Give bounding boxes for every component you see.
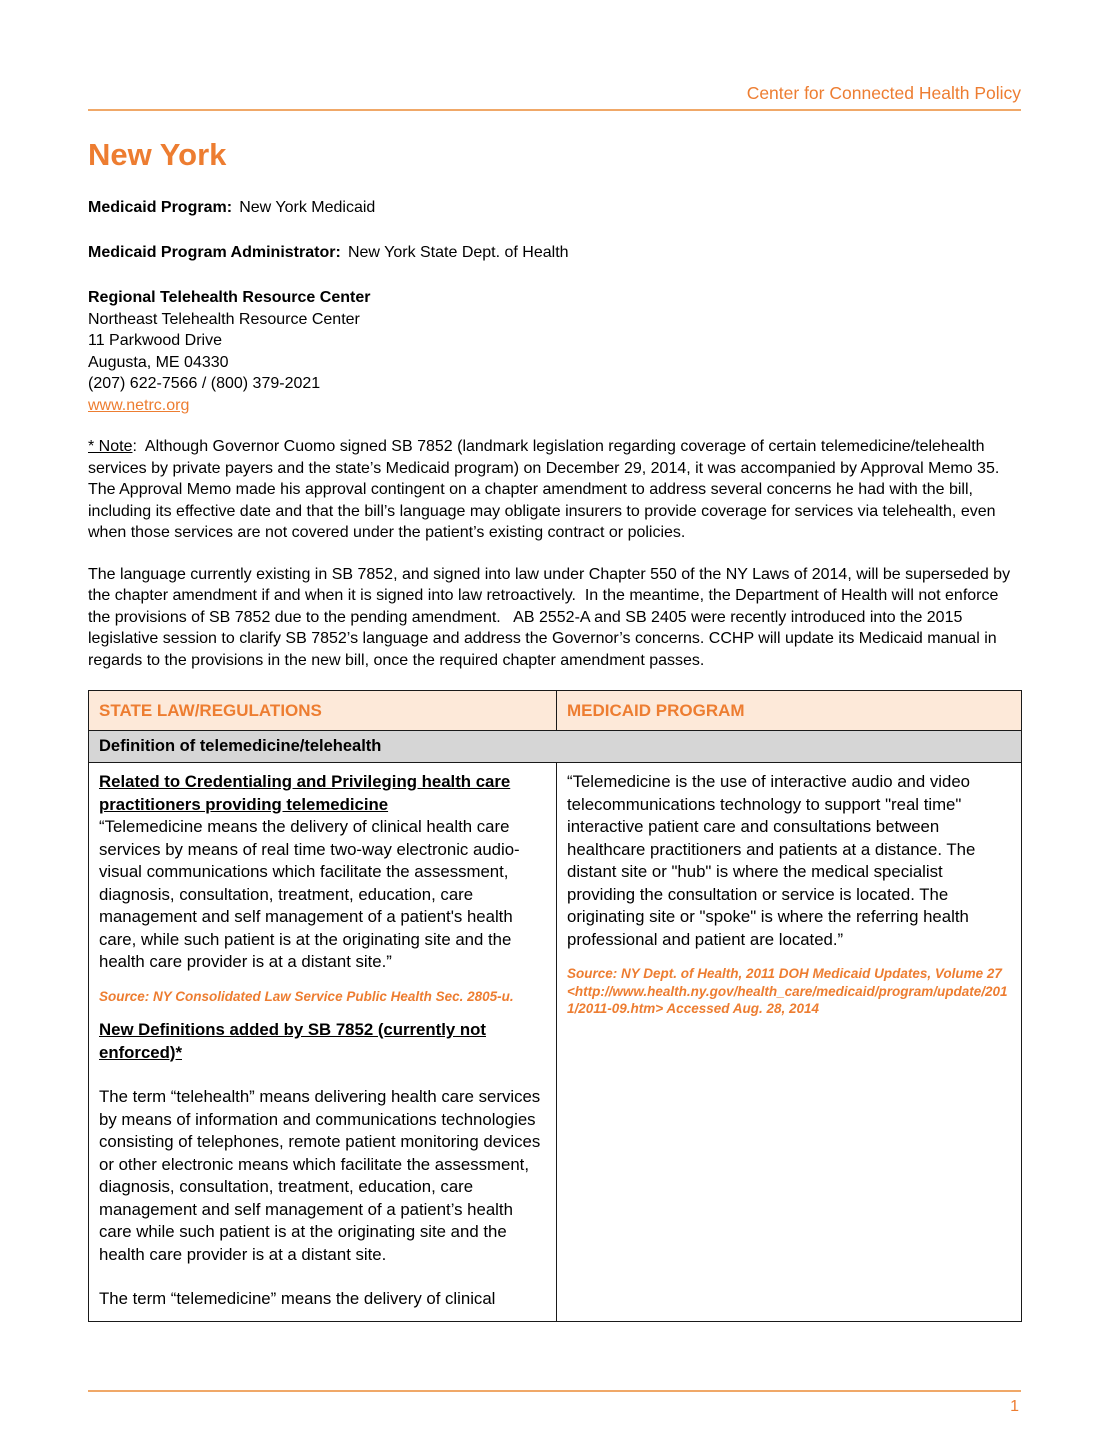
page-header (88, 82, 1021, 111)
page-title: New York (88, 137, 227, 172)
state-law-cell (89, 763, 557, 1322)
resource-center-street: 11 Parkwood Drive (88, 332, 222, 349)
telemedicine-definition-partial: The term “telemedicine” means the delivery of clinical (99, 1289, 496, 1308)
note-paragraph (88, 436, 1021, 544)
telehealth-definition: The term “telehealth” means delivering health care services by means of information and communications technologies consisting of telephones, remote patient monitoring devices or other electronic means which facilitate the assessment, diagnosis, consultation, treatment, education, care management and self management of a patient’s health care while such patient is at the originating site and the health care provider is at a distant site. (99, 1087, 545, 1264)
column-header-medicaid-program: MEDICAID PROGRAM (557, 691, 1022, 731)
administrator-label: Medicaid Program Administrator: (88, 244, 341, 261)
administrator-value: New York State Dept. of Health (347, 244, 569, 261)
medicaid-program-cell (557, 763, 1022, 1322)
table-header-row (89, 691, 1022, 731)
page-number: 1 (1010, 1398, 1019, 1415)
resource-center-website-link[interactable]: www.netrc.org (88, 396, 190, 414)
resource-center-name: Northeast Telehealth Resource Center (88, 310, 360, 328)
footer-divider (88, 1390, 1021, 1392)
table-body-row (89, 763, 1022, 1322)
medicaid-program-label: Medicaid Program: (88, 199, 233, 216)
administrator-line (88, 242, 1021, 263)
table-section-row (89, 731, 1022, 763)
page-footer (88, 1390, 1021, 1416)
note-body: : Although Governor Cuomo signed SB 7852 (landmark legislation regarding coverage of certain telemedicine/telehealth services by private payers and the state’s Medicaid program) on December 29, 2014, it was accompanied by Approval Memo 35. The Approval Memo made his approval contingent on a chapter amendment to address several concerns he had with the bill, including its effective date and that the bill’s language may obligate insurers to provide coverage for services via telehealth, even when those services are not covered under the patient’s existing contract or policies. (88, 438, 1008, 541)
new-definitions-heading: New Definitions added by SB 7852 (currently not enforced)* (99, 1020, 486, 1062)
header-divider (88, 109, 1021, 111)
policy-table (88, 690, 1022, 1322)
telemedicine-definition-medicaid: “Telemedicine is the use of interactive audio and video telecommunications technology to support "real time" interactive patient care and consultations between healthcare practitioners and patients at a distance. The distant site or "hub" is where the medical specialist providing the consultation or service is located. The originating site or "spoke" is where the referring health professional and patient are located.” (567, 772, 980, 949)
amendment-paragraph: The language currently existing in SB 7852, and signed into law under Chapter 550 of the NY Laws of 2014, will be superseded by the chapter amendment if and when it is signed into law retroactively. In the meantime, the Department of Health will not enforce the provisions of SB 7852 due to the pending amendment. AB 2552-A and SB 2405 were recently introduced into the 2015 legislative session to clarify SB 7852’s language and address the Governor’s concerns. CCHP will update its Medicaid manual in regards to the provisions in the new bill, once the required chapter amendment passes. (88, 565, 1015, 669)
note-label: * Note (88, 438, 133, 455)
medicaid-program-value: New York Medicaid (239, 199, 376, 216)
column-header-state-law: STATE LAW/REGULATIONS (89, 691, 557, 731)
brand-title: Center for Connected Health Policy (746, 83, 1021, 103)
telemedicine-definition-law: “Telemedicine means the delivery of clinical health care services by means of real time two-way electronic audio-visual communications which facilitate the assessment, diagnosis, consultation, treatment, education, care management and self management of a patient's health care, while such patient is at the originating site and the health care provider is at a distant site.” (99, 817, 520, 971)
medicaid-program-line (88, 197, 1021, 218)
resource-center-phone: (207) 622-7566 / (800) 379-2021 (88, 375, 321, 392)
medicaid-program-source: Source: NY Dept. of Health, 2011 DOH Medicaid Updates, Volume 27 <http://www.health.ny.gov/health_care/medicaid/program/update/2011/2011-09.htm> Accessed Aug. 28, 2014 (567, 966, 1008, 1016)
resource-center-heading: Regional Telehealth Resource Center (88, 289, 371, 306)
resource-center-city: Augusta, ME 04330 (88, 353, 229, 371)
resource-center-block (88, 287, 1021, 416)
section-header-definition: Definition of telemedicine/telehealth (89, 731, 1022, 763)
credentialing-heading: Related to Credentialing and Privileging health care practitioners providing telemedicine (99, 772, 511, 814)
state-law-source: Source: NY Consolidated Law Service Public Health Sec. 2805-u. (99, 988, 514, 1004)
